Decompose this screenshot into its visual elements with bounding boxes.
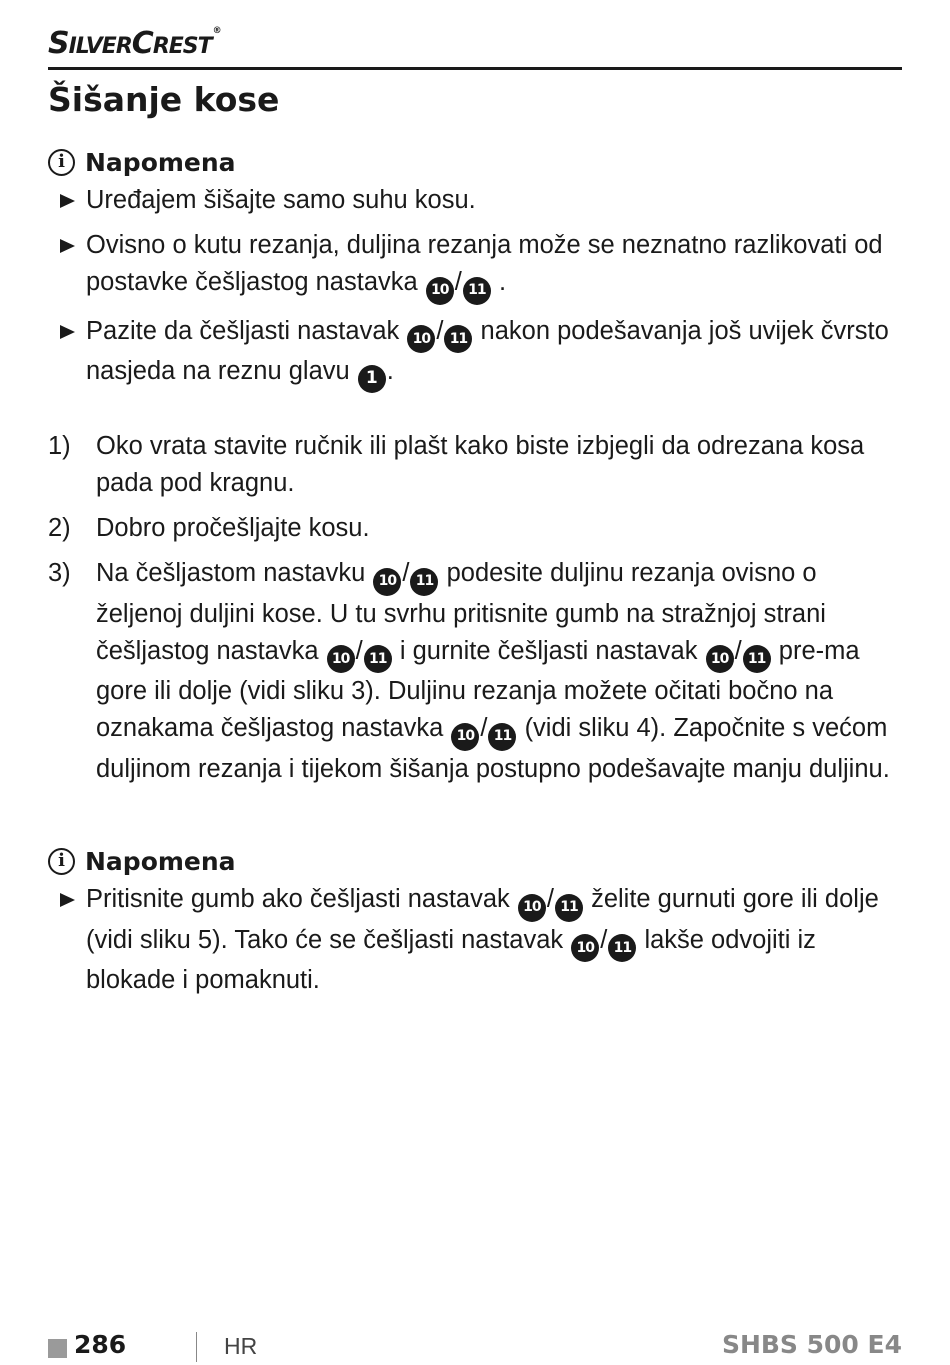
ref-badge-11: 11 xyxy=(608,934,636,962)
step-item: 2) Dobro pročešljajte kosu. xyxy=(48,510,908,547)
ref-badge-10: 10 xyxy=(426,277,454,305)
note-bullet: Pazite da češljasti nastavak 10 / 11 nakon podešavanja još uvijek čvrsto nasjeda na reznu glavu 1 . xyxy=(48,313,908,393)
ref-badge-1: 1 xyxy=(358,365,386,393)
step-item: 1) Oko vrata stavite ručnik ili plašt kako biste izbjegli da odrezana kosa pada pod kragnu. xyxy=(48,428,908,502)
arrow-bullet-icon xyxy=(60,893,75,907)
ref-badge-10: 10 xyxy=(327,645,355,673)
page-title: Šišanje kose xyxy=(48,80,280,119)
note-bullet: Pritisnite gumb ako češljasti nastavak 10 / 11 želite gurnuti gore ili dolje (vidi sliku 5). Tako će se češljasti nastavak 10 / 11 lakše odvojiti iz blokade i pomaknuti. xyxy=(48,881,908,999)
ref-badge-10: 10 xyxy=(451,723,479,751)
step-number: 2) xyxy=(48,514,71,542)
ref-badge-10: 10 xyxy=(571,934,599,962)
arrow-bullet-icon xyxy=(60,325,75,339)
page-footer xyxy=(48,1330,902,1364)
arrow-bullet-icon xyxy=(60,194,75,208)
ref-badge-10: 10 xyxy=(407,325,435,353)
ref-badge-11: 11 xyxy=(743,645,771,673)
note-heading-1: i Napomena xyxy=(48,144,908,180)
ref-badge-10: 10 xyxy=(373,568,401,596)
model-number: SHBS 500 E4 xyxy=(721,1330,902,1359)
ref-badge-11: 11 xyxy=(555,894,583,922)
footer-divider xyxy=(196,1332,197,1362)
info-icon: i xyxy=(48,848,75,875)
language-code: HR xyxy=(224,1333,258,1359)
footer-square-icon xyxy=(48,1339,67,1358)
arrow-bullet-icon xyxy=(60,239,75,253)
note-section-1 xyxy=(48,144,908,393)
ref-badge-11: 11 xyxy=(444,325,472,353)
info-icon: i xyxy=(48,149,75,176)
ref-badge-11: 11 xyxy=(410,568,438,596)
ref-badge-10: 10 xyxy=(706,645,734,673)
step-number: 1) xyxy=(48,432,71,460)
ref-badge-11: 11 xyxy=(364,645,392,673)
ref-badge-10: 10 xyxy=(518,894,546,922)
ref-badge-11: 11 xyxy=(463,277,491,305)
note-heading-2: i Napomena xyxy=(48,843,908,879)
step-item: 3) Na češljastom nastavku 10 / 11 podesite duljinu rezanja ovisno o željenoj duljini kose. U tu svrhu pritisnite gumb na stražnjoj strani češljastog nastavka 10 / 11 i gurnite češljasti nastavak 10 / 11 pre-ma gore ili dolje (vidi sliku 3). Duljinu rezanja možete očitati bočno na oznakama češljastog nastavka 10 / 11 (vidi sliku 4). Započnite s većom duljinom rezanja i tijekom šišanja postupno podešavajte manju duljinu. xyxy=(48,555,908,788)
note-bullet: Uređajem šišajte samo suhu kosu. xyxy=(48,182,908,219)
note-bullet: Ovisno o kutu rezanja, duljina rezanja može se neznatno razlikovati od postavke češljastog nastavka 10 / 11 . xyxy=(48,227,908,305)
ref-badge-11: 11 xyxy=(488,723,516,751)
page-number: 286 xyxy=(74,1330,127,1359)
steps-list xyxy=(48,428,908,788)
note-section-2 xyxy=(48,843,908,999)
brand-logo: SILVERCREST® xyxy=(48,26,221,61)
header-rule xyxy=(48,67,902,70)
step-number: 3) xyxy=(48,559,71,587)
